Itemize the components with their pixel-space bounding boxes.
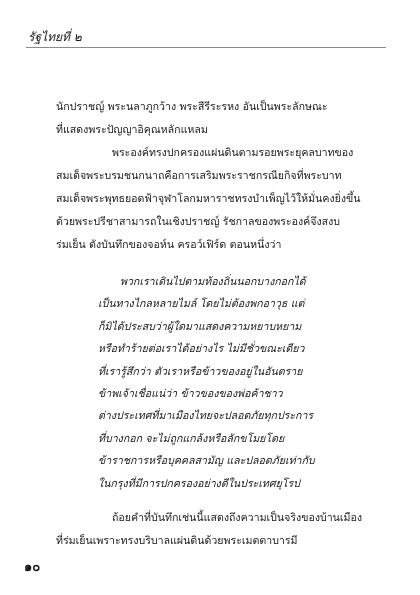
- quote-line: ที่บางกอก จะไม่ถูกแกล้งหรือลักขโมยโดย: [98, 432, 285, 445]
- paragraph-2: [56, 142, 378, 257]
- block-quote: [98, 271, 378, 495]
- paragraph-3: [56, 507, 378, 553]
- quote-line: ต่างประเทศที่มาเมืองไทยจะปลอดภัยทุกประการ: [98, 410, 314, 423]
- text-line: ที่ร่มเย็นเพราะทรงบริบาลแผ่นดินด้วยพระเมตตาบารมี: [56, 535, 298, 548]
- quote-line: ข้าราชการหรือบุคคลสามัญ และปลอดภัยเท่ากับ: [98, 455, 315, 468]
- quote-line: หรือทำร้ายต่อเราได้อย่างไร ไม่มีชั่วขณะเดียว: [98, 343, 305, 356]
- text-line: ถ้อยคำที่บันทึกเช่นนี้แสดงถึงความเป็นจริงของบ้านเมือง: [112, 512, 363, 525]
- quote-line: ข้าพเจ้าเชื่อแน่ว่า ข้าวของของพ่อค้าชาว: [98, 388, 283, 401]
- page-number: ๑๐: [24, 560, 41, 575]
- text-line: พระองค์ทรงปกครองแผ่นดินตามรอยพระยุคลบาทของ: [112, 147, 354, 159]
- quote-line: ในกรุงที่มีการปกครองอย่างดีในประเทศยุโรป: [98, 477, 300, 490]
- text-line: สมเด็จพระบรมชนกนาถคือการเสริมพระราชกรณียกิจที่พระบาท: [56, 170, 342, 182]
- text-line: ด้วยพระปรีชาสามารถในเชิงปราชญ์ รัชกาลของพระองค์จึงสงบ: [56, 216, 340, 228]
- quote-line: ก็มิได้ประสบว่าผู้ใดมาแสดงความหยาบหยาม: [98, 320, 302, 333]
- paragraph-1: [56, 96, 378, 142]
- quote-line: เป็นทางไกลหลายไมล์ โดยไม่ต้องพกอาวุธ แต่: [98, 298, 305, 311]
- text-line: ที่แสดงพระปัญญาอิคุณหลักแหลม: [56, 124, 208, 136]
- running-head: รัฐไทยที่ ๒: [28, 30, 82, 44]
- quote-line: พวกเราเดินไปตามท้องถิ่นนอกบางกอกได้: [120, 276, 306, 288]
- text-line: ร่มเย็น ดังบันทึกของจอห์น ครอว์เฟิร์ด ตอนหนึ่งว่า: [56, 239, 282, 251]
- header-rule: [26, 47, 386, 48]
- text-line: นักปราชญ์ พระนลาภูกว้าง พระสีรีระรหง อันเป็นพระลักษณะ: [56, 101, 328, 113]
- main-text: [56, 96, 378, 553]
- quote-line: ที่เรารู้สึกว่า ตัวเราหรือข้าวของอยู่ในอันตราย: [98, 365, 303, 378]
- text-line: สมเด็จพระพุทธยอดฟ้าจุฬาโลกมหาราชทรงบำเพ็ญไว้ให้มั่นคงยิ่งขึ้น: [56, 193, 361, 205]
